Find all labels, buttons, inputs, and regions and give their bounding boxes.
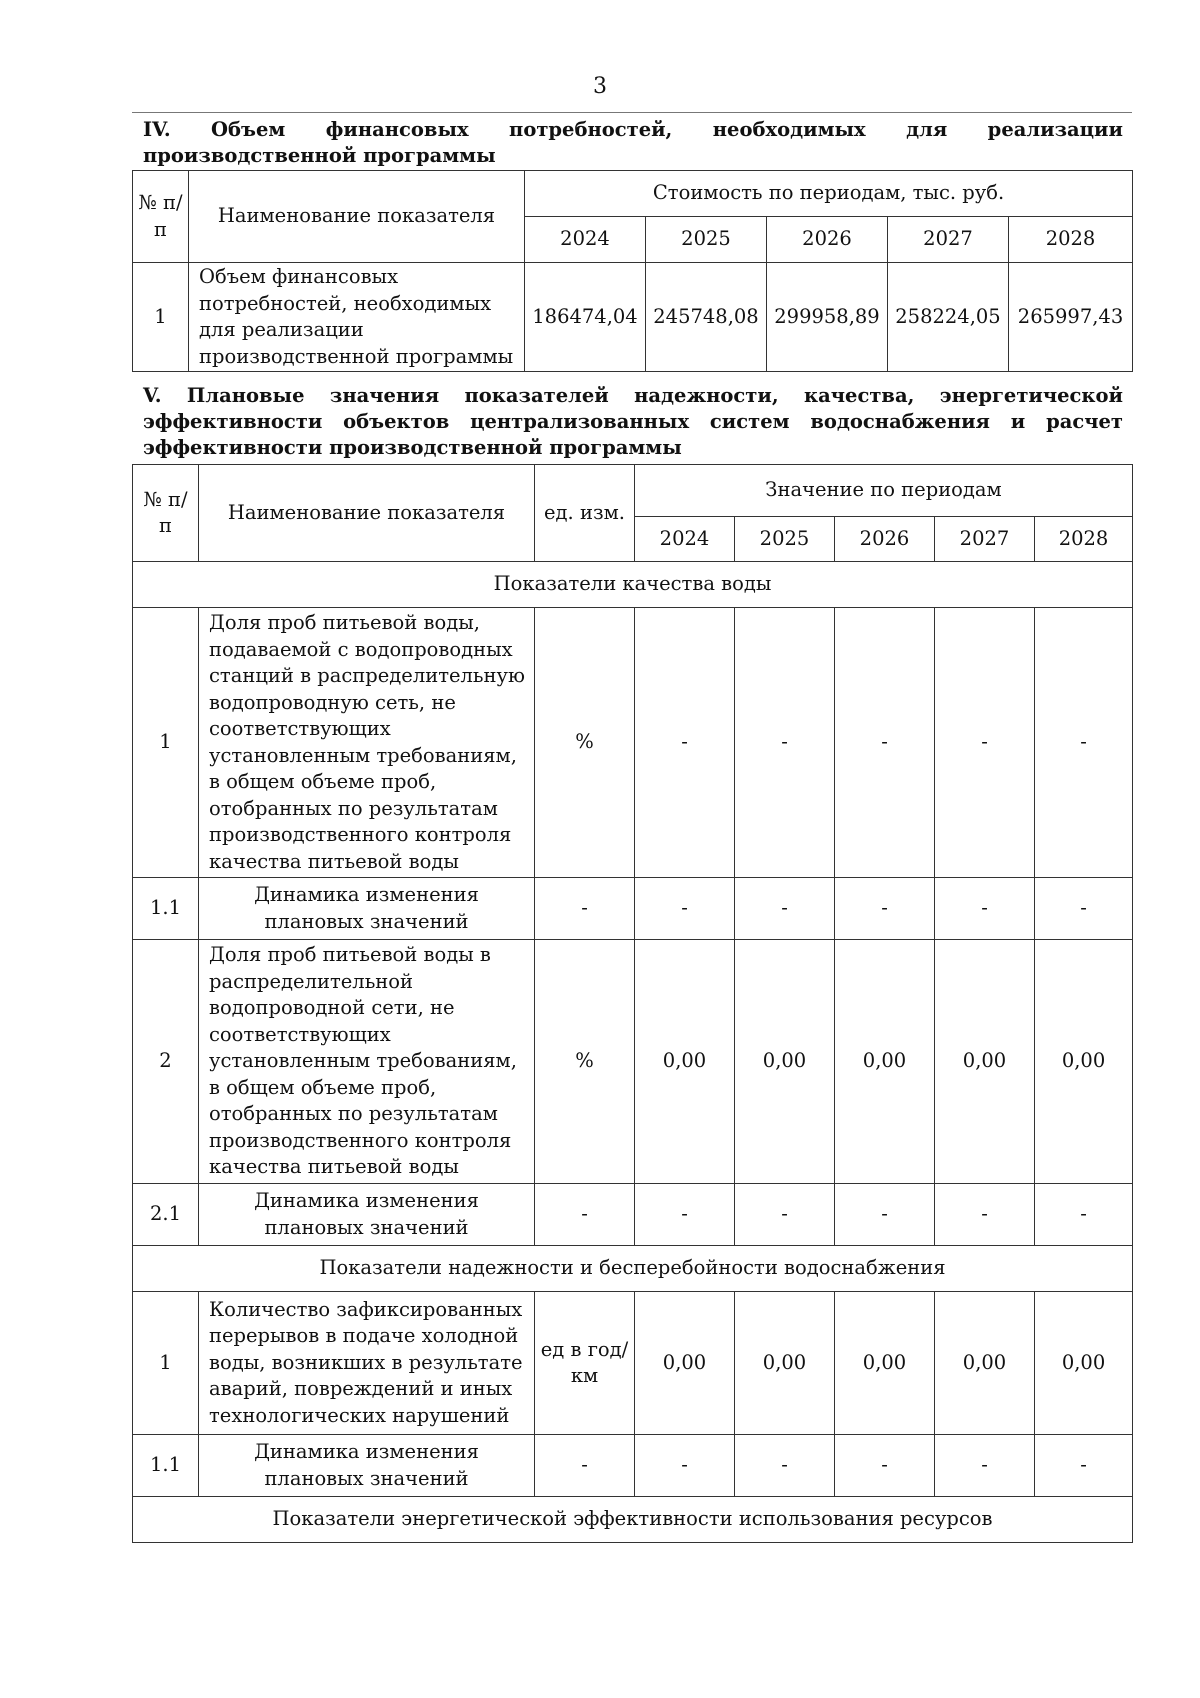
row-name: Объем финансовых потребностей, необходимых для реализации производственной программы: [189, 263, 525, 372]
col-no-header: № п/п: [133, 171, 189, 263]
row-value: 245748,08: [646, 263, 767, 372]
row-name: Количество зафиксированных перерывов в подаче холодной воды, возникших в результате аварий, повреждений и иных технологических нарушений: [199, 1292, 535, 1435]
row-value: -: [1035, 608, 1133, 878]
col-name-header: Наименование показателя: [199, 465, 535, 562]
row-value: 0,00: [935, 940, 1035, 1184]
category-label: Показатели надежности и бесперебойности водоснабжения: [133, 1246, 1133, 1292]
col-cost-header: Стоимость по периодам, тыс. руб.: [525, 171, 1133, 217]
col-name-header: Наименование показателя: [189, 171, 525, 263]
row-name: Динамика изменения плановых значений: [199, 1184, 535, 1246]
row-number: 1: [133, 1292, 199, 1435]
table-header-row: [133, 171, 1133, 217]
col-unit-header: ед. изм.: [535, 465, 635, 562]
row-value: -: [835, 1435, 935, 1497]
row-value: 0,00: [835, 940, 935, 1184]
row-number: 2: [133, 940, 199, 1184]
year-header: 2024: [635, 517, 735, 562]
year-header: 2027: [935, 517, 1035, 562]
table-row: [133, 263, 1133, 372]
row-value: 0,00: [835, 1292, 935, 1435]
row-value: -: [1035, 1435, 1133, 1497]
category-row: [133, 1497, 1133, 1543]
row-name: Динамика изменения плановых значений: [199, 878, 535, 940]
section-4-heading: IV. Объем финансовых потребностей, необходимых для реализации производственной программы: [143, 118, 1123, 167]
year-header: 2026: [835, 517, 935, 562]
row-number: 1.1: [133, 1435, 199, 1497]
table-row: [133, 940, 1133, 1184]
row-value: 0,00: [635, 1292, 735, 1435]
row-value: -: [935, 1184, 1035, 1246]
row-value: -: [1035, 1184, 1133, 1246]
header-rule: [132, 112, 1132, 113]
row-value: -: [735, 1184, 835, 1246]
row-unit: %: [535, 608, 635, 878]
year-header: 2028: [1009, 217, 1133, 263]
section-5-heading: V. Плановые значения показателей надежности, качества, энергетической эффективности объектов централизованных систем водоснабжения и расчет эффективности производственной программы: [143, 384, 1123, 459]
row-value: 0,00: [735, 1292, 835, 1435]
year-header: 2027: [888, 217, 1009, 263]
table-header-row: [133, 465, 1133, 517]
row-name: Доля проб питьевой воды в распределительной водопроводной сети, не соответствующих установленным требованиям, в общем объеме проб, отобранных по результатам производственного контроля качества питьевой воды: [199, 940, 535, 1184]
indicators-table: [132, 464, 1133, 1543]
row-unit: %: [535, 940, 635, 1184]
category-row: [133, 562, 1133, 608]
row-value: 0,00: [935, 1292, 1035, 1435]
row-value: -: [735, 878, 835, 940]
table-row: [133, 1292, 1133, 1435]
category-label: Показатели качества воды: [133, 562, 1133, 608]
year-header: 2025: [646, 217, 767, 263]
row-value: -: [635, 608, 735, 878]
row-unit: ед в год/ км: [535, 1292, 635, 1435]
row-value: -: [635, 878, 735, 940]
table-row: [133, 878, 1133, 940]
row-value: -: [1035, 878, 1133, 940]
row-value: -: [935, 878, 1035, 940]
row-value: 186474,04: [525, 263, 646, 372]
row-value: -: [635, 1435, 735, 1497]
year-header: 2025: [735, 517, 835, 562]
row-number: 1.1: [133, 878, 199, 940]
row-value: 0,00: [1035, 940, 1133, 1184]
row-unit: -: [535, 1435, 635, 1497]
row-unit: -: [535, 1184, 635, 1246]
row-value: 0,00: [1035, 1292, 1133, 1435]
table-row: [133, 608, 1133, 878]
year-header: 2028: [1035, 517, 1133, 562]
row-value: 299958,89: [767, 263, 888, 372]
row-name: Доля проб питьевой воды, подаваемой с водопроводных станций в распределительную водопроводную сеть, не соответствующих установленным требованиям, в общем объеме проб, отобранных по результатам производственного контроля качества питьевой воды: [199, 608, 535, 878]
row-value: -: [935, 608, 1035, 878]
row-value: 258224,05: [888, 263, 1009, 372]
row-unit: -: [535, 878, 635, 940]
row-value: 0,00: [735, 940, 835, 1184]
year-header: 2026: [767, 217, 888, 263]
row-value: -: [635, 1184, 735, 1246]
financial-needs-table: [132, 170, 1133, 372]
row-number: 1: [133, 263, 189, 372]
row-value: -: [835, 608, 935, 878]
row-value: 0,00: [635, 940, 735, 1184]
col-no-header: № п/п: [133, 465, 199, 562]
year-header: 2024: [525, 217, 646, 263]
row-value: -: [935, 1435, 1035, 1497]
category-label: Показатели энергетической эффективности использования ресурсов: [133, 1497, 1133, 1543]
col-values-header: Значение по периодам: [635, 465, 1133, 517]
row-name: Динамика изменения плановых значений: [199, 1435, 535, 1497]
row-number: 2.1: [133, 1184, 199, 1246]
page-number: 3: [593, 74, 607, 99]
row-value: -: [835, 878, 935, 940]
row-value: -: [735, 1435, 835, 1497]
row-number: 1: [133, 608, 199, 878]
table-row: [133, 1184, 1133, 1246]
row-value: -: [835, 1184, 935, 1246]
category-row: [133, 1246, 1133, 1292]
table-row: [133, 1435, 1133, 1497]
row-value: 265997,43: [1009, 263, 1133, 372]
row-value: -: [735, 608, 835, 878]
